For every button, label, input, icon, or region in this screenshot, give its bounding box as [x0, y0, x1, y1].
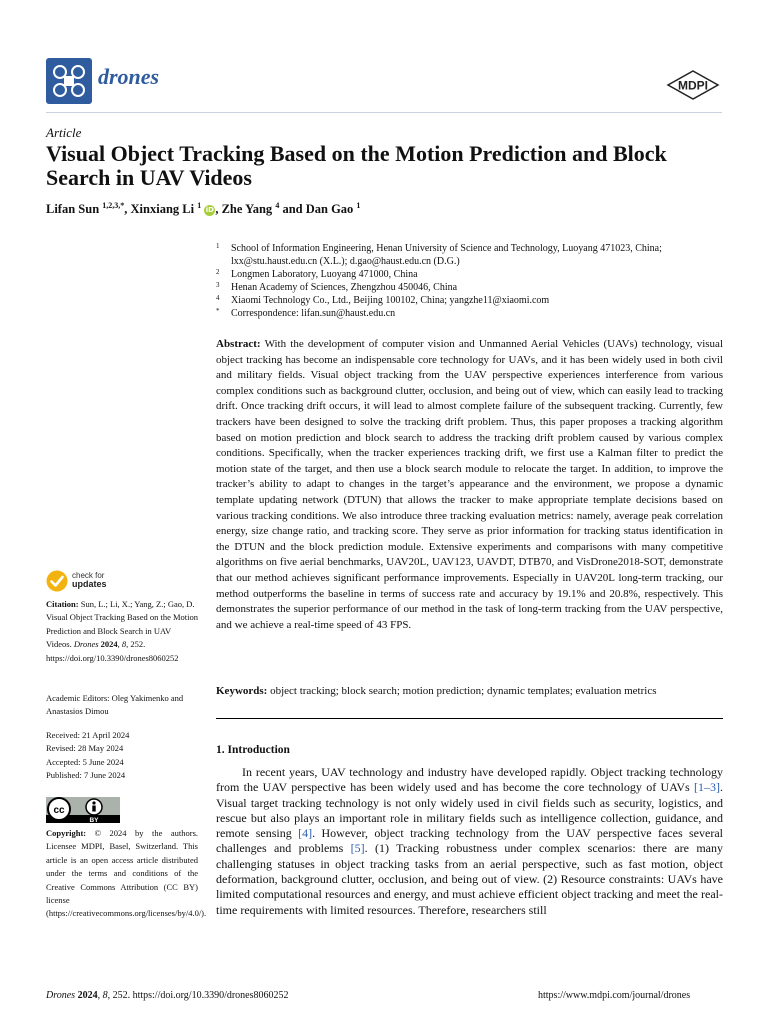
header-divider [46, 112, 722, 113]
abstract-text: With the development of computer vision and Unmanned Aerial Vehicles (UAVs) technology, visual object tracking has become an indispensable core technology for UAVs, and it has been widely used in both civil and military fields. Visual object tracking from the UAV perspective experiences interference from various complex conditions such as background clutter, occlusion, and being out of view, which can easily lead to tracking drift. Once tracking drift occurs, it will lead to almost complete failure of the subsequent tracking. Currently, few trackers have been designed to solve the tracking drift problem. Thus, this paper proposes a tracking algorithm based on motion prediction and block search to address the tracking drift problem caused by various complex conditions. Specifically, when the tracker experiences tracking drift, we first use a Kalman filter to predict the motion state of the target, and then use a block search module to relocate the target. In addition, to improve the tracker’s ability to adapt to changes in the target’s appearance and the environment, we propose a dynamic template updating network (DTUN) that allows the tracker to make appropriate template decisions based on various tracking conditions. We also introduce three tracking evaluation metrics: namely, average peak correlation energy, size change ratio, and tracking score. They serve as prior information for tracking status identification in the DTUN and the block prediction module. Extensive experiments and comparisons with many competitive algorithms on five aerial benchmarks, UAV20L, UAV123, UAVDT, DTB70, and VisDrone2018-SOT, demonstrate that our method achieves significant performance improvements. Especially in UAV20L long-term tracking, our method outperforms the baseline in terms of success rate and accuracy by 19.1% and 20.8%, respectively. This demonstrates the superior performance of our method in the task of long-term tracking from the UAV perspective, and we achieve a real-time speed of 43 FPS. [216, 338, 723, 631]
affiliation-item: * Correspondence: lifan.sun@haust.edu.cn [216, 307, 396, 319]
drones-journal-logo [46, 58, 92, 104]
cc-by-license-badge[interactable] [46, 797, 120, 823]
footer-citation: Drones 2024, 8, 252. https://doi.org/10.3390/drones8060252 [46, 990, 289, 1001]
author-name[interactable]: Zhe Yang [221, 202, 273, 217]
mdpi-logo [666, 70, 720, 100]
copyright [46, 827, 207, 921]
cc-by-text: BY [89, 817, 99, 823]
abstract [216, 337, 723, 633]
affiliation-item: 4 Xiaomi Technology Co., Ltd., Beijing 100102, China; yangzhe11@xiaomi.com [216, 294, 550, 306]
section-divider [216, 718, 723, 719]
check-for-updates-badge[interactable] [46, 570, 146, 594]
author-affiliation-sup: 1 [197, 201, 202, 210]
citation-link[interactable]: [4] [298, 826, 313, 841]
date-received: Received: 21 April 2024 [46, 730, 130, 740]
article-type: Article [46, 125, 82, 140]
keywords-text: object tracking; block search; motion prediction; dynamic templates; evaluation metrics [270, 685, 657, 697]
citation-doi[interactable]: 252. https://doi.org/10.3390/drones8060252 [46, 639, 179, 663]
citation-year: 2024 [100, 639, 118, 650]
author-name[interactable]: Lifan Sun [46, 202, 100, 217]
author-affiliation-sup: 1,2,3, [102, 201, 121, 210]
orcid-icon[interactable]: iD [205, 206, 214, 215]
citation-journal: Drones [73, 639, 99, 650]
citation: Citation: Sun, L.; Li, X.; Yang, Z.; Gao, D. Visual Object Tracking Based on the Motion Prediction and Block Search in UAV Videos. Drones 2024, 8, 252. https://doi.org/10.3390/drones8060252 [46, 599, 199, 663]
citation-text: Sun, L.; Li, X.; Yang, Z.; Gao, D. Visual Object Tracking Based on the Motion Prediction and Block Search in UAV Videos. [46, 599, 199, 650]
keywords [216, 684, 723, 699]
check-updates-line1: check for [72, 571, 105, 580]
publication-dates [46, 729, 198, 783]
date-published: Published: 7 June 2024 [46, 770, 126, 781]
affiliation-item: 3 Henan Academy of Sciences, Zhengzhou 450046, China [216, 281, 458, 293]
author-name[interactable]: Xinxiang Li [130, 202, 195, 217]
copyright-label: Copyright: [46, 828, 87, 838]
footer-journal-url[interactable]: https://www.mdpi.com/journal/drones [538, 990, 691, 1001]
svg-text:cc: cc [53, 805, 65, 816]
section-heading-introduction: 1. Introduction [216, 744, 290, 756]
affiliations [216, 242, 726, 320]
date-accepted: Accepted: 5 June 2024 [46, 756, 124, 767]
author-affiliation-sup: 4 [275, 201, 280, 210]
citation-volume: 8 [121, 639, 127, 650]
academic-editors: Academic Editors: Oleg Yakimenko and Anastasios Dimou [46, 693, 184, 717]
journal-name: drones [98, 64, 160, 89]
author-affiliation-sup: 1 [356, 201, 361, 210]
affiliation-item: 1 School of Information Engineering, Henan University of Science and Technology, Luoyang 471023, China; lxx@stu.haust.edu.cn (X.L.); d.gao@haust.edu.cn (D.G.) [216, 242, 662, 267]
date-revised: Revised: 28 May 2024 [46, 743, 124, 754]
check-updates-line2: updates [72, 579, 107, 589]
citation-link[interactable]: [1–3] [694, 780, 720, 795]
paper-title: Visual Object Tracking Based on the Motion Prediction and Block Search in UAV Videos [46, 141, 667, 190]
abstract-label: Abstract: [216, 338, 261, 350]
check-updates-icon [46, 570, 68, 592]
citation-label: Citation: [46, 599, 79, 609]
author-name[interactable]: Dan Gao [305, 202, 354, 217]
mdpi-logo-text: MDPI [678, 78, 708, 93]
copyright-text: © 2024 by the authors. Licensee MDPI, Basel, Switzerland. This article is an open access article distributed under the terms and conditions of the Creative Commons Attribution (CC BY) license (https://creativecommons.org/licenses/by/4.0/). [46, 828, 207, 919]
keywords-label: Keywords: [216, 685, 268, 697]
citation-link[interactable]: [5] [350, 841, 365, 856]
author-list: Lifan Sun $^{1,2,3,*}$, Xinxiang Li $^1$ iD, Zhe Yang $^4$ and Dan Gao $^1$ [46, 201, 361, 217]
introduction-paragraph: In recent years, UAV technology and industry have developed rapidly. Object tracking technology from the UAV perspective has been widely used and has become the core technology of UAVs [1–3]. Visual target tracking technology is not only widely used in civil fields such as security, logistics, and rescue but also plays an important role in military fields such as intelligence collection, guidance, and remote sensing [4]. However, object tracking technology from the UAV perspective faces several challenges and problems [5]. (1) Tracking robustness under complex scenarios: there are many challenging statuses in object tracking tasks from an aerial perspective, such as fast motion, object deformation, background clutter, occlusion, and being out of view. (2) Resource constraints: UAVs have limited computational resources and energy, and must achieve efficient object tracking and meet the real-time requirements with limited resources. Therefore, researchers still [216, 765, 723, 917]
affiliation-item: 2 Longmen Laboratory, Luoyang 471000, China [216, 268, 418, 280]
